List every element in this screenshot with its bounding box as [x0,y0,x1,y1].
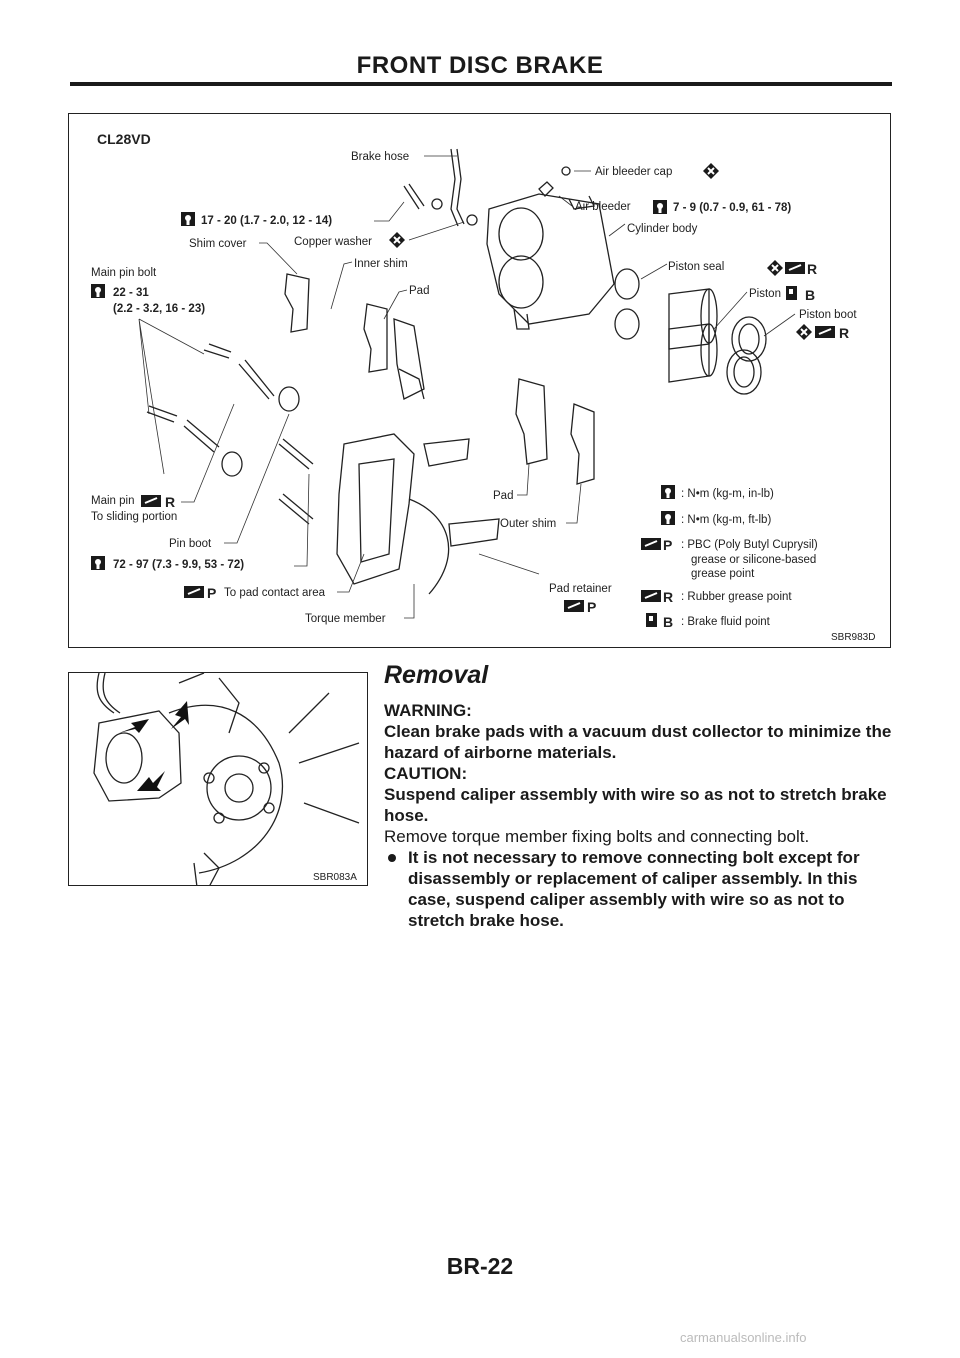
watermark: carmanualsonline.info [680,1330,807,1345]
inner-shim-label: Inner shim [354,258,408,270]
piston-seal-part [615,269,639,299]
torque-a-label: 17 - 20 (1.7 - 2.0, 12 - 14) [201,215,333,227]
rubber-symbol: R [807,261,818,277]
hub-part [207,756,271,820]
arrow-indicator [137,771,165,791]
pad-bottom-label: Pad [493,490,514,502]
legend-text: : PBC (Poly Butyl Cuprysil) [681,539,818,551]
rubber-grease-icon [815,326,835,338]
rubber-symbol: R [663,589,674,605]
legend [641,485,818,630]
legend-text: grease or silicone-based [691,554,817,566]
pbc-symbol: P [207,585,217,601]
disc-rotor-part [169,705,282,873]
rubber-symbol: R [165,494,176,510]
copper-washer-label: Copper washer [294,236,372,248]
rubber-symbol: R [839,325,850,341]
shim-cover-label: Shim cover [189,238,247,250]
torque-c1-label: 22 - 31 [113,287,149,299]
section-title: Removal [384,661,489,689]
piston-boot-part [727,317,766,394]
pbc-grease-icon [184,586,204,598]
torque-c2-label: (2.2 - 3.2, 16 - 23) [113,303,206,315]
air-bleeder-cap-part [562,167,570,175]
caliper-drawing [69,673,368,886]
removal-section [384,660,894,931]
arrow-indicator [171,701,189,729]
pbc-grease-icon [141,495,161,507]
legend-text: : Rubber grease point [681,591,792,603]
brake-fluid-symbol: B [805,287,816,303]
figure-code: SBR083A [313,872,357,883]
legend-icon-torque-inlb [661,485,675,499]
no-reuse-icon [767,260,783,276]
page-title: FRONT DISC BRAKE [356,52,604,79]
pad-retainer-label: Pad retainer [549,583,612,595]
piston-part [669,289,717,382]
caution-label: CAUTION: [384,764,468,783]
model-label: CL28VD [97,131,151,147]
pbc-symbol: P [587,599,597,615]
legend-icon-torque-ftlb [661,511,675,525]
legend-icon-pbc-grease [641,538,661,550]
bullet-item [384,847,894,931]
torque-member-label: Torque member [305,613,386,625]
torque-member-bolt-part [279,439,313,469]
page-number: BR-22 [446,1253,514,1279]
outer-pad-part [516,379,547,464]
warning-text: Clean brake pads with a vacuum dust collector to minimize the hazard of airborne materials. [384,722,892,762]
warning-label: WARNING: [384,701,472,720]
air-bleeder-cap-label: Air bleeder cap [595,166,673,178]
main-pin-bolt-label: Main pin bolt [91,267,157,279]
main-pin-part [239,360,274,399]
torque-wrench-ftlb-icon [91,284,105,298]
brake-fluid-symbol: B [663,614,674,630]
arrow-indicator [119,719,149,733]
torque-member-part [337,434,449,594]
main-pin-bolt-part [204,344,231,358]
pin-boot-part [279,387,299,411]
torque-wrench-inlb-icon [653,200,667,214]
pbc-symbol: P [663,537,673,553]
cylinder-body-label: Cylinder body [627,223,698,235]
torque-wrench-ftlb-icon [91,556,105,570]
legend-text: : N•m (kg-m, ft-lb) [681,514,772,526]
legend-icon-brake-fluid [646,613,657,627]
exploded-view-figure [68,113,891,648]
rubber-grease-icon [785,262,805,274]
piston-label: Piston [749,288,781,300]
bullet-text: It is not necessary to remove connecting bolt except for disassembly or replacement of caliper assembly. In this case, suspend caliper assembly with wire so as not to stretch brake hose. [408,848,860,930]
brake-hose-label: Brake hose [351,151,410,163]
cylinder-body-part [487,194,614,329]
no-reuse-icon [703,163,719,179]
brake-hose-part [457,149,464,224]
no-reuse-icon [389,232,405,248]
piston-seal-label: Piston seal [668,261,725,273]
torque-b-label: 7 - 9 (0.7 - 0.9, 61 - 78) [673,202,792,214]
exploded-view-drawing [69,114,891,648]
outer-shim-label: Outer shim [500,518,557,530]
legend-icon-rubber-grease [641,590,661,602]
shim-cover-part [285,274,309,332]
figure-code: SBR983D [831,632,876,643]
removal-figure [68,672,368,886]
outer-shim-part [571,404,594,484]
bolt-part [404,184,424,209]
pbc-grease-icon [564,600,584,612]
legend-text: : N•m (kg-m, in-lb) [681,488,774,500]
bullet-dot [388,854,396,862]
no-reuse-icon [796,324,812,340]
inner-shim-part [364,304,387,372]
brake-fluid-icon [786,286,797,300]
pad-retainer-part [424,439,469,466]
caution-text: Suspend caliper assembly with wire so as not to stretch brake hose. [384,785,887,825]
torque-d-label: 72 - 97 (7.3 - 9.9, 53 - 72) [113,559,245,571]
to-sliding-portion-label: To sliding portion [91,511,178,523]
legend-text: : Brake fluid point [681,616,770,628]
to-pad-contact-area-label: To pad contact area [224,587,326,599]
pin-boot-label: Pin boot [169,538,212,550]
legend-text: grease point [691,568,755,580]
main-pin-label: Main pin [91,495,135,507]
air-bleeder-label: Air bleeder [575,201,631,213]
header-rule [70,82,892,86]
pad-part [394,319,424,399]
torque-wrench-ftlb-icon [181,212,195,226]
instruction-text: Remove torque member fixing bolts and connecting bolt. [384,827,810,846]
piston-boot-label: Piston boot [799,309,857,321]
pad-top-label: Pad [409,285,430,297]
